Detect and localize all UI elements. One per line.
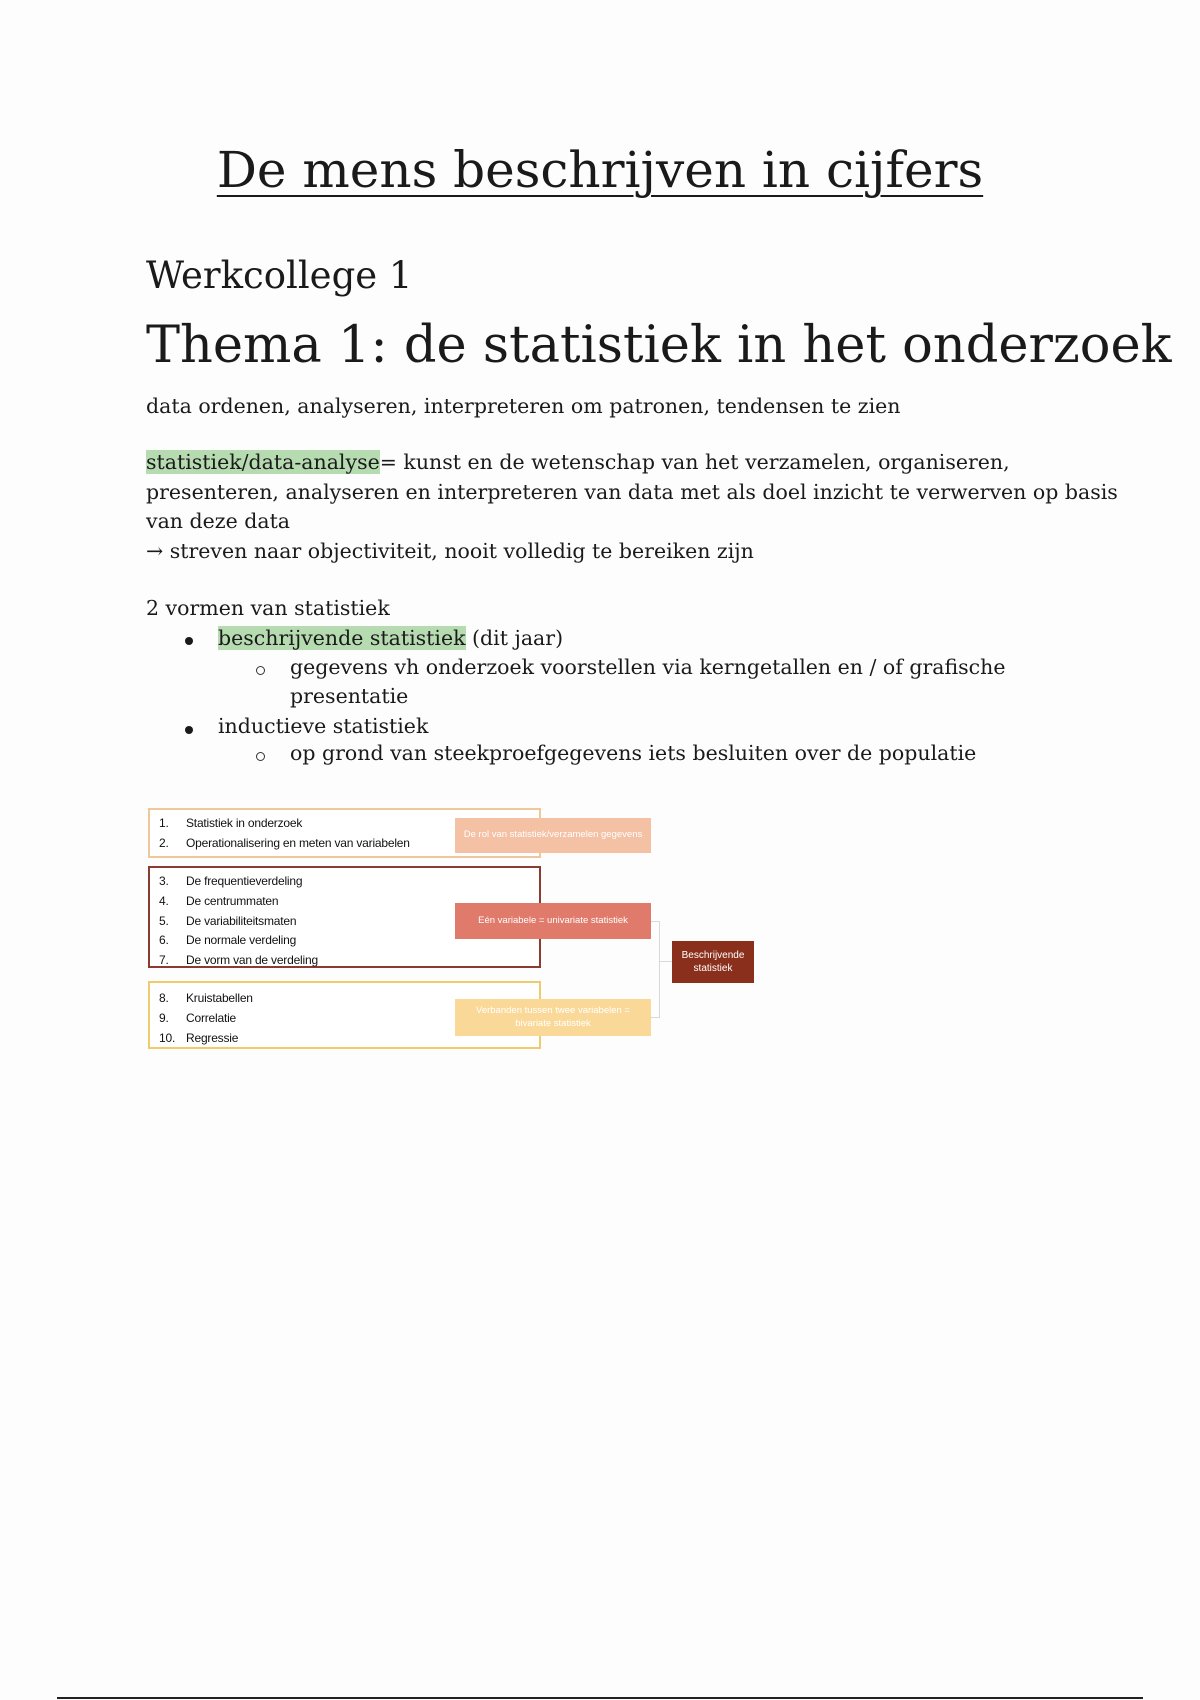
bullet-inductive: inductieve statistiek [218, 714, 429, 738]
definition-line-2: presenteren, analyseren en interpreteren van data met als doel inzicht te verwerven op basis [146, 480, 1118, 504]
document-title: De mens beschrijven in cijfers [216, 141, 984, 199]
diagram-item: 9. Correlatie [159, 1011, 237, 1025]
inductive-sub: op grond van steekproefgegevens iets besluiten over de populatie [290, 741, 977, 765]
tag-univariate: Eén variabele = univariate statistiek [455, 903, 651, 939]
intro-text: data ordenen, analyseren, interpreteren om patronen, tendensen te zien [146, 394, 901, 418]
descriptive-note: (dit jaar) [465, 626, 564, 650]
diagram-item: 4. De centrummaten [159, 894, 279, 908]
forms-heading: 2 vormen van statistiek [146, 596, 390, 620]
sub-bullet-ring [256, 666, 265, 675]
theme-heading: Thema 1: de statistiek in het onderzoek [146, 316, 1172, 375]
diagram-item: 6. De normale verdeling [159, 933, 297, 947]
descriptive-sub-line-1: gegevens vh onderzoek voorstellen via kerngetallen en / of grafische [290, 655, 1006, 679]
definition-line-3: van deze data [146, 509, 291, 533]
diagram-item: 3. De frequentieverdeling [159, 874, 303, 888]
bullet-descriptive [218, 626, 563, 650]
diagram-item: 2. Operationalisering en meten van variabelen [159, 836, 410, 850]
connector-line [659, 961, 672, 962]
diagram-item: 8. Kruistabellen [159, 991, 253, 1005]
connector-line [659, 921, 660, 1018]
session-heading: Werkcollege 1 [146, 254, 413, 297]
descriptive-term: beschrijvende statistiek [218, 626, 466, 650]
page-bottom-rule [57, 1697, 1143, 1699]
bullet-dot [185, 637, 193, 645]
bullet-dot [185, 726, 193, 734]
diagram-item: 1. Statistiek in onderzoek [159, 816, 303, 830]
tag-role-statistics: De rol van statistiek/verzamelen gegevens [455, 818, 651, 853]
definition-term: statistiek/data-analyse [146, 450, 380, 474]
diagram-item: 10. Regressie [159, 1031, 239, 1045]
definition-text: = kunst en de wetenschap van het verzamelen, organiseren, [379, 450, 1010, 474]
sub-bullet-ring [256, 752, 265, 761]
connector-line [651, 921, 659, 922]
diagram-item: 5. De variabiliteitsmaten [159, 914, 297, 928]
definition-note: → streven naar objectiviteit, nooit volledig te bereiken zijn [146, 539, 754, 563]
tag-bivariate: Verbanden tussen twee variabelen = bivariate statistiek [455, 999, 651, 1036]
connector-line [651, 1017, 659, 1018]
descriptive-sub-line-2: presentatie [290, 684, 409, 708]
diagram-item: 7. De vorm van de verdeling [159, 953, 318, 967]
final-box-descriptive: Beschrijvende statistiek [672, 941, 754, 983]
definition-line-1 [146, 450, 1010, 474]
